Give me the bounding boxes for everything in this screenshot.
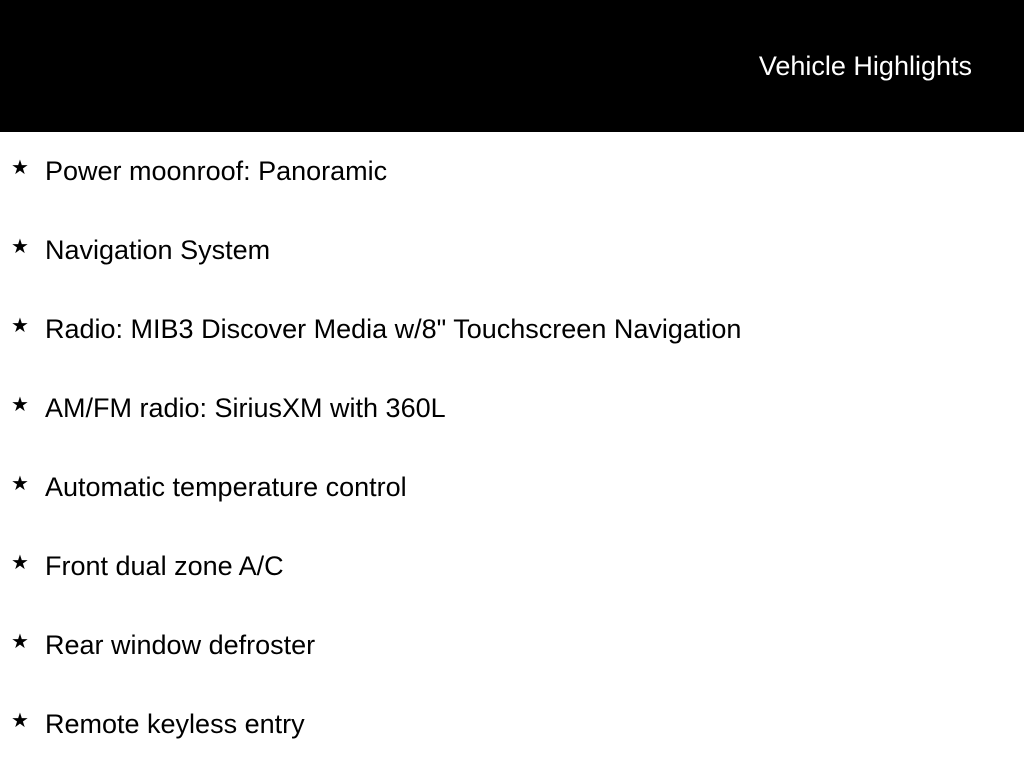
star-icon: ★ bbox=[11, 392, 29, 416]
highlight-label: Radio: MIB3 Discover Media w/8" Touchscreen Navigation bbox=[45, 314, 742, 344]
highlight-label: Navigation System bbox=[45, 235, 271, 265]
highlight-label: Remote keyless entry bbox=[45, 709, 305, 739]
highlights-list bbox=[0, 132, 1024, 764]
list-item bbox=[0, 448, 1024, 527]
header-bar bbox=[0, 0, 1024, 132]
list-item bbox=[0, 369, 1024, 448]
highlight-label: Power moonroof: Panoramic bbox=[45, 156, 388, 186]
highlight-label: Automatic temperature control bbox=[45, 472, 407, 502]
star-icon: ★ bbox=[11, 629, 29, 653]
star-icon: ★ bbox=[11, 313, 29, 337]
star-icon: ★ bbox=[11, 550, 29, 574]
highlight-label: Front dual zone A/C bbox=[45, 551, 284, 581]
star-icon: ★ bbox=[11, 234, 29, 258]
page-title: Vehicle Highlights bbox=[758, 51, 972, 81]
list-item bbox=[0, 211, 1024, 290]
list-item bbox=[0, 527, 1024, 606]
list-item bbox=[0, 290, 1024, 369]
list-item bbox=[0, 606, 1024, 685]
highlight-label: AM/FM radio: SiriusXM with 360L bbox=[45, 393, 446, 423]
list-item bbox=[0, 685, 1024, 764]
star-icon: ★ bbox=[11, 708, 29, 732]
list-item bbox=[0, 132, 1024, 211]
star-icon: ★ bbox=[11, 471, 29, 495]
star-icon: ★ bbox=[11, 155, 29, 179]
highlight-label: Rear window defroster bbox=[45, 630, 316, 660]
